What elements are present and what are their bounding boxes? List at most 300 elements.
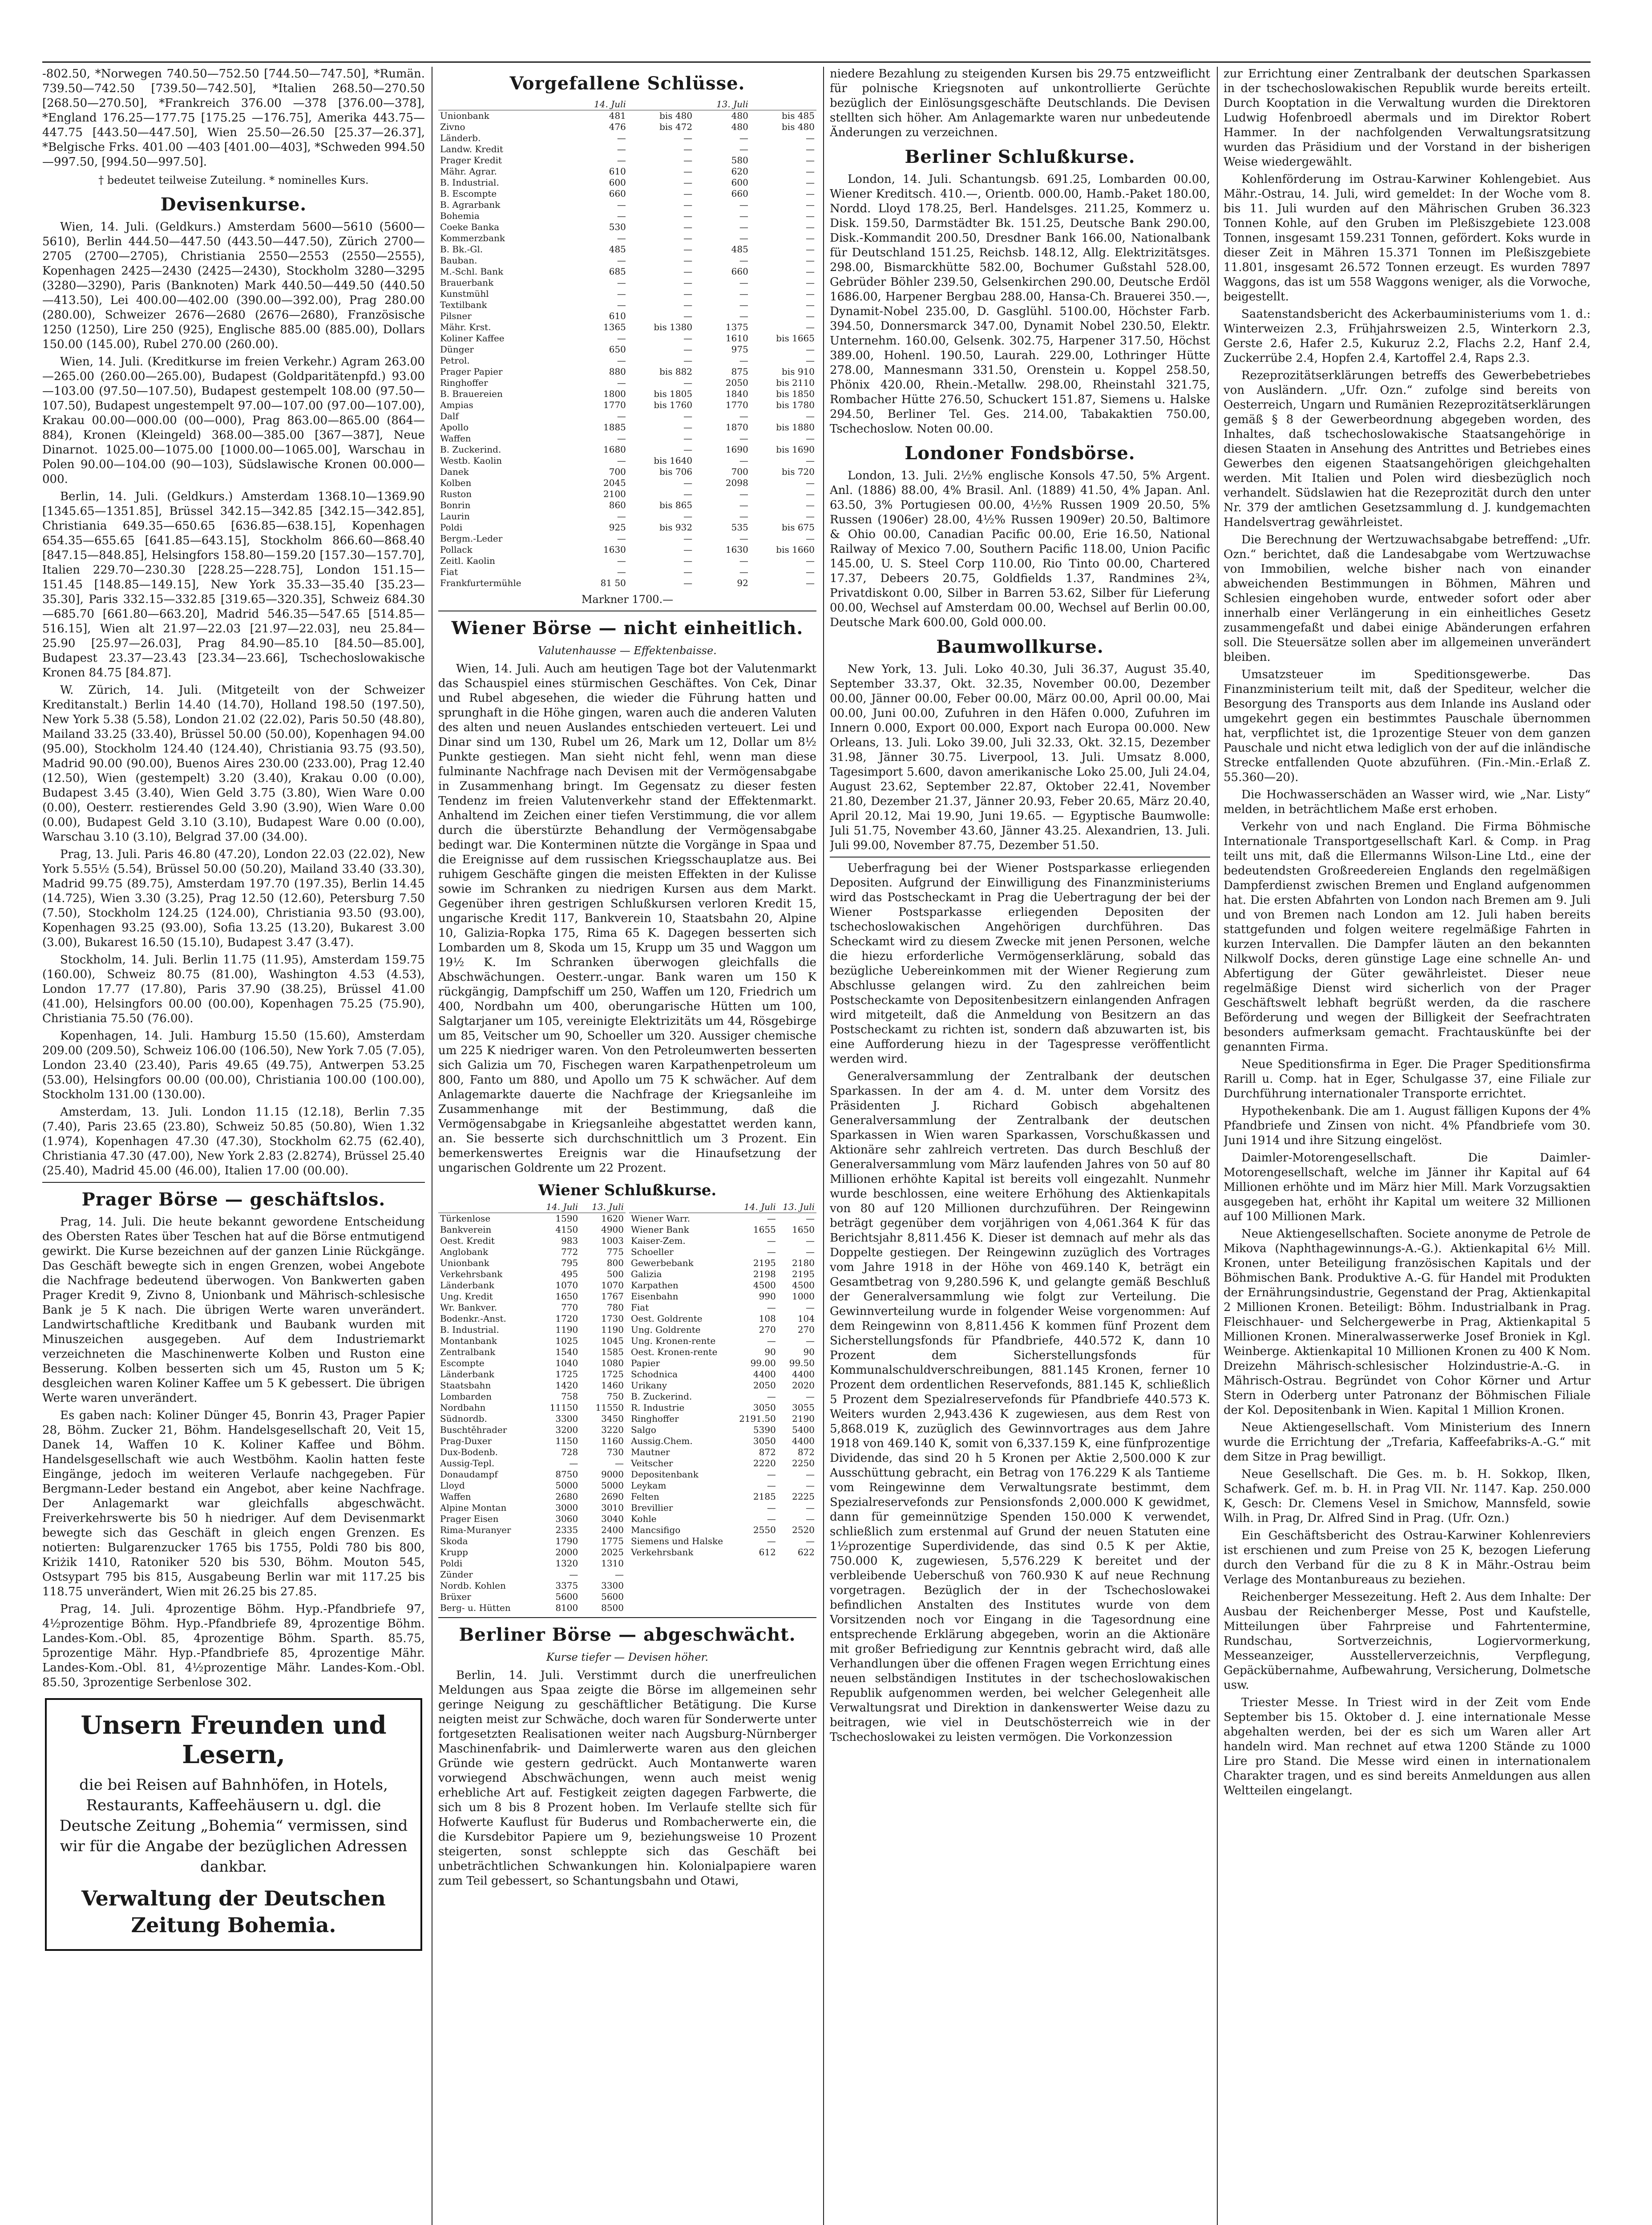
vorg-heading: Vorgefallene Schlüsse.: [509, 73, 745, 94]
prag-para-3: Prag, 14. Juli. 4prozentige Böhm. Hyp.-Pfandbriefe 97, 4½prozentige Böhm. Hyp.-Pfandbriefe 89, 4prozentige Böhm. Landes-Kom.-Obl. 85, 4prozentige Böhm. Sparth. 85.75, 5prozentige Mähr. Hyp.-Pfandbriefe 85, 4prozentige Mähr. Landes-Kom.-Obl. 81, 4½prozentige Mähr. Landes-Kom.-Obl. 85.50, 3prozentige Serbenlose 302.: [42, 1602, 425, 1689]
table-row: [629, 1502, 816, 1513]
security-name: Petrol.: [440, 355, 470, 366]
price-cell: 2100: [603, 489, 626, 499]
price-cell: —: [617, 210, 626, 221]
table-row: [438, 566, 816, 578]
price-cell: 1775: [601, 1536, 624, 1546]
security-name: Eisenbahn: [631, 1291, 679, 1302]
table-row: [438, 422, 816, 433]
price-cell: 612: [759, 1547, 776, 1558]
price-cell: —: [806, 155, 815, 166]
table-row: [438, 1213, 626, 1225]
security-name: Pollack: [440, 544, 473, 555]
price-cell: 860: [609, 500, 626, 510]
price-cell: —: [806, 344, 815, 355]
price-cell: —: [806, 277, 815, 288]
security-name: Schodnica: [631, 1369, 678, 1380]
berlin-subheading: Kurse tiefer — Devisen höher.: [546, 1651, 709, 1663]
price-cell: 2020: [792, 1380, 815, 1391]
table-row: [629, 1447, 816, 1458]
price-cell: 2220: [753, 1458, 776, 1468]
table-row: [629, 1469, 816, 1480]
price-cell: 2180: [792, 1258, 815, 1268]
schluss-left-h2: 13. Juli: [580, 1202, 626, 1213]
price-cell: 880: [609, 366, 626, 377]
price-cell: 3200: [555, 1424, 578, 1435]
table-row: [438, 1491, 626, 1502]
top-rule: [42, 61, 1591, 63]
table-row: [438, 155, 816, 166]
price-cell: bis 485: [782, 110, 815, 121]
table-row: [438, 1580, 626, 1591]
col4-para-12: Neue Aktiengesellschaften. Societe anonyme de Petrole de Mikova (Naphthagewinnungs-A.-G.). Aktienkapital 6½ Mill. Kronen, unter Beteiligung französischen Kapitals und der Böhmischen Bank. Produktive A.-G. für Handel mit Produkten der Ernährungsindustrie, Gegenstand der Prag, Aktienkapital 2 Millionen Kronen. Beteiligt: Böhm. Industrialbank in Prag. Fleischhauer- und Selchergewerbe in Prag, Aktienkapital 5 Millionen Kronen. Mineralwasserwerke Josef Broniek in Kgl. Weinberge. Aktienkapital 10 Millionen Kronen zu 400 K Nom. Dreizehn Mährisch-schlesischer Holzindustrie-A.-G. in Mährisch-Ostrau. Begründet von Cohor Körner und Artur Stern in Oderberg unter Patronanz der Böhmischen Filiale der Kol. Depositenbank in Wien. Kapital 1 Million Kronen.: [1224, 1227, 1591, 1417]
price-cell: —: [739, 355, 748, 366]
price-cell: —: [739, 455, 748, 466]
table-row: [629, 1324, 816, 1335]
price-cell: —: [806, 555, 815, 566]
col4-para-11: Daimler-Motorengesellschaft. Die Daimler-Motorengesellschaft, welche im Jänner ihr Kapital auf 64 Millionen erhöhte und im März hier Mill. Mark Vorzugsaktien ausgegeben hat, erhöht ihr Kapital um weitere 32 Millionen auf 100 Millionen Mark.: [1224, 1151, 1591, 1223]
price-cell: 500: [606, 1269, 624, 1279]
price-cell: 795: [561, 1258, 578, 1268]
price-cell: —: [739, 555, 748, 566]
price-cell: —: [806, 1213, 815, 1224]
vorg-col-3: 13. Juli: [694, 99, 750, 110]
table-row: [438, 377, 816, 388]
table-row: [438, 233, 816, 244]
price-cell: 872: [759, 1447, 776, 1457]
devisen-para-3: Berlin, 14. Juli. (Geldkurs.) Amsterdam 1368.10—1369.90 [1345.65—1351.85], Brüssel 342.15—342.85 [342.15—342.85], Christiania 649.35—650.65 [636.85—638.15], Kopenhagen 654.35—655.65 [641.85—643.15], Stockholm 866.60—868.40 [847.15—848.85], Helsingfors 158.80—159.20 [157.30—157.70], Italien 229.70—230.30 [228.25—228.75], London 151.15—151.45 [148.85—149.15], New York 35.33—35.40 [35.23—35.30], Paris 332.15—332.85 [319.65—320.35], Schweiz 684.30—685.70 [661.80—663.20], Madrid 546.35—547.65 [514.85—516.15], Wien alt 21.97—22.03 [21.97—22.03], neu 25.84—25.90 [25.97—26.03], Prag 84.90—85.10 [84.50—85.00], Budapest 23.37—23.43 [23.34—23.66], Tschechoslowakische Kronen 84.75 [84.87].: [42, 490, 425, 680]
price-cell: —: [806, 311, 815, 321]
price-cell: —: [806, 210, 815, 221]
price-cell: bis 932: [659, 522, 693, 533]
security-name: Koliner Kaffee: [440, 333, 505, 344]
security-name: Oest. Kronen-rente: [631, 1347, 718, 1357]
table-row: [438, 1525, 626, 1536]
security-name: Zentralbank: [440, 1347, 496, 1357]
table-row: [438, 1447, 626, 1458]
security-name: Südnordb.: [440, 1413, 487, 1424]
security-name: Escompte: [440, 1358, 485, 1368]
price-cell: 1870: [725, 422, 748, 433]
price-cell: 650: [609, 344, 626, 355]
baumwoll-text: New York, 13. Juli. Loko 40.30, Juli 36.37, August 35.40, September 33.37, Okt. 32.35, November 00.00, Dezember 00.00, Jänner 00.00, Feber 00.00, März 00.00, April 00.00, Mai 00.00, Juni 00.00, Zufuhren in den Häfen 0.000, Zufuhren im Innern 0.000, Export 00.000, Export nach Europa 00.000. New Orleans, 13. Juli. Loko 39.00, Juli 32.33, Okt. 32.15, Dezember 31.98, Jänner 30.75. Liverpool, 13. Juli. Umsatz 8.000, Tagesimport 5.600, davon amerikanische Loko 25.00, Juli 24.04, August 23.62, September 22.87, Oktober 22.41, November 21.80, Dezember 21.37, Jänner 20.93, Feber 20.65, März 20.40, April 20.12, Mai 19.90, Juni 19.65. — Egyptische Baumwolle: Juli 51.75, November 43.60, Jänner 43.25. Alexandrien, 13. Juli. Juli 99.00, November 87.75, Dezember 51.50.: [830, 663, 1210, 852]
table-row: [438, 277, 816, 288]
schluss-right-h2: 13. Juli: [778, 1202, 816, 1213]
security-name: Unionbank: [440, 110, 489, 121]
price-cell: bis 480: [782, 121, 815, 132]
price-cell: 1310: [601, 1558, 624, 1569]
table-row: [438, 1291, 626, 1302]
price-cell: 1630: [725, 544, 748, 555]
vorg-table: [438, 99, 816, 589]
price-cell: 660: [609, 188, 626, 199]
table-row: [438, 110, 816, 122]
notice-box: [45, 1698, 422, 1951]
price-cell: 485: [609, 244, 626, 255]
price-cell: —: [683, 255, 693, 266]
table-row: [438, 266, 816, 277]
price-cell: 1025: [555, 1335, 578, 1346]
table-row: [438, 1458, 626, 1469]
security-name: Coeke Banka: [440, 222, 500, 232]
price-cell: —: [806, 222, 815, 232]
table-row: [438, 466, 816, 477]
security-name: Fiat: [440, 566, 458, 577]
security-name: Mähr. Krst.: [440, 322, 491, 332]
prag-para-1: Prag, 14. Juli. Die heute bekannt gewordene Entscheidung des Obersten Rates über Teschen hat auf die Börse entmutigend gewirkt. Die Kurse bezeichnen auf der ganzen Linie Rückgänge. Das Geschäft bewegte sich in engen Grenzen, wobei Angebote die Nachfrage bedeutend überwogen. Von Bankwerten gaben Prager Kredit 9, Zivno 8, Unionbank und Mährisch-schlesische Bank je 5 K nach. Die übrigen Werte waren unverändert. Landwirtschaftliche Kreditbank und Baubank wurden mit Minuszeichen ausgegeben. Auf dem Industriemarkt verzeichneten die Maschinenwerte Kolben und Ruston eine Besserung. Kolben besserten sich um 45, Ruston um 5 K; desgleichen waren Koliner Kaffee um 5 K gebessert. Die übrigen Werte waren unverändert.: [42, 1215, 425, 1405]
price-cell: 3300: [555, 1413, 578, 1424]
price-cell: —: [615, 1569, 624, 1580]
price-cell: —: [739, 311, 748, 321]
price-cell: —: [767, 1391, 776, 1402]
price-cell: 3220: [601, 1424, 624, 1435]
security-name: Länderb.: [440, 133, 481, 143]
price-cell: —: [806, 1335, 815, 1346]
price-cell: 1585: [601, 1347, 624, 1357]
price-cell: bis 1665: [776, 333, 815, 344]
price-cell: —: [683, 233, 693, 243]
price-cell: —: [739, 233, 748, 243]
security-name: Prager Kredit: [440, 155, 502, 166]
price-cell: 4400: [792, 1436, 815, 1446]
price-cell: 1003: [601, 1235, 624, 1246]
price-cell: 622: [797, 1547, 815, 1558]
price-cell: 1630: [603, 544, 626, 555]
price-cell: 1040: [555, 1358, 578, 1368]
table-row: [629, 1402, 816, 1413]
price-cell: 780: [606, 1302, 624, 1313]
price-cell: —: [739, 133, 748, 143]
security-name: Donaudampf: [440, 1469, 498, 1480]
price-cell: 9000: [601, 1469, 624, 1480]
price-cell: 730: [606, 1447, 624, 1457]
price-cell: bis 720: [782, 466, 815, 477]
security-name: R. Industrie: [631, 1402, 685, 1413]
table-row: [438, 411, 816, 422]
price-cell: —: [739, 144, 748, 154]
column-2: [438, 67, 816, 2225]
security-name: Bauban.: [440, 255, 477, 266]
price-cell: —: [683, 433, 693, 444]
price-cell: —: [617, 355, 626, 366]
price-cell: 5600: [601, 1591, 624, 1602]
table-row: [629, 1335, 816, 1347]
price-cell: —: [739, 533, 748, 544]
price-cell: 2000: [555, 1547, 578, 1558]
price-cell: 1725: [555, 1369, 578, 1380]
price-cell: —: [683, 422, 693, 433]
wien-subheading: Valutenhausse — Effektenbaisse.: [538, 644, 717, 657]
price-cell: —: [739, 489, 748, 499]
price-cell: 485: [731, 244, 748, 255]
schluss-right-body: [629, 1213, 816, 1558]
price-cell: 700: [731, 466, 748, 477]
price-cell: 800: [606, 1258, 624, 1268]
column-3: [830, 67, 1210, 2225]
price-cell: —: [806, 288, 815, 299]
price-cell: —: [767, 1213, 776, 1224]
price-cell: 2335: [555, 1525, 578, 1535]
table-row: [438, 555, 816, 566]
price-cell: 270: [797, 1324, 815, 1335]
price-cell: 481: [609, 110, 626, 121]
price-cell: —: [767, 1302, 776, 1313]
price-cell: 975: [731, 344, 748, 355]
price-cell: —: [739, 566, 748, 577]
price-cell: 2690: [601, 1491, 624, 1502]
price-cell: bis 1805: [654, 388, 693, 399]
table-row: [438, 455, 816, 466]
security-name: Bergm.-Leder: [440, 533, 503, 544]
price-cell: —: [806, 500, 815, 510]
price-cell: —: [683, 133, 693, 143]
price-cell: 3010: [601, 1502, 624, 1513]
price-cell: bis 1880: [776, 422, 815, 433]
table-row: [438, 1591, 626, 1602]
price-cell: —: [806, 1235, 815, 1246]
price-cell: 3050: [753, 1436, 776, 1446]
security-name: Wiener Warr.: [631, 1213, 691, 1224]
price-cell: —: [739, 511, 748, 522]
table-row: [629, 1480, 816, 1491]
column-1: [42, 67, 425, 2225]
price-cell: 2198: [753, 1269, 776, 1279]
london-text: London, 13. Juli. 2½% englische Konsols 47.50, 5% Argent. Anl. (1886) 88.00, 4% Brasil. Anl. (1889) 41.50, 4% Japan. Anl. 63.50, 3% Portugiesen 00.00, 4½% Russen 1909 20.50, 5% Russen (1906er) 28.00, 4½% Russen 1909er) 20.50, Baltimore & Ohio 00.00, Canadian Pacific 00.00, Erie 16.50, National Railway of Mexico 7.00, Southern Pacific 118.00, Union Pacific 145.00, U. S. Steel Corp 110.00, Rio Tinto 00.00, Chartered 17.37, Debeers 20.75, Goldfields 1.37, Randmines 2¾, Privatdiskont 0.00, Silber in Barren 53.62, Silber für Lieferung 00.00, Wechsel auf Amsterdam 00.00, Wechsel auf Berlin 00.00, Deutsche Mark 600.00, Gold 000.00.: [830, 469, 1210, 629]
security-name: Gewerbebank: [631, 1258, 694, 1268]
price-cell: 2050: [753, 1380, 776, 1391]
security-name: Textilbank: [440, 299, 487, 310]
table-row: [438, 1246, 626, 1258]
security-name: Ampias: [440, 400, 473, 410]
price-cell: bis 1690: [776, 444, 815, 455]
price-cell: 750: [606, 1391, 624, 1402]
table-row: [438, 210, 816, 222]
price-cell: —: [806, 1469, 815, 1480]
price-cell: 983: [561, 1235, 578, 1246]
prag-heading: Prager Börse — geschäftslos.: [81, 1189, 386, 1210]
table-row: [629, 1246, 816, 1258]
price-cell: 1365: [603, 322, 626, 332]
price-cell: —: [806, 566, 815, 577]
price-cell: —: [617, 233, 626, 243]
price-cell: 1190: [555, 1324, 578, 1335]
table-row: [629, 1491, 816, 1502]
notice-title: Unsern Freunden und Lesern,: [81, 1711, 387, 1769]
price-cell: —: [767, 1235, 776, 1246]
price-cell: —: [806, 133, 815, 143]
price-cell: —: [617, 333, 626, 344]
devisen-para-7: Kopenhagen, 14. Juli. Hamburg 15.50 (15.60), Amsterdam 209.00 (209.50), Schweiz 106.00 (106.50), New York 7.05 (7.05), London 23.40 (23.40), Paris 49.65 (49.75), Antwerpen 53.25 (53.00), Helsingfors 00.00 (00.00), Christiania 100.00 (100.00), Stockholm 131.00 (130.00).: [42, 1029, 425, 1101]
wien-heading: Wiener Börse — nicht einheitlich.: [451, 618, 804, 639]
price-cell: 1460: [601, 1380, 624, 1391]
security-name: Brevillier: [631, 1502, 673, 1513]
table-row: [438, 299, 816, 311]
price-cell: 5000: [601, 1480, 624, 1491]
price-cell: 4500: [753, 1280, 776, 1290]
price-cell: 495: [561, 1269, 578, 1279]
schluss-table-right: [629, 1202, 816, 1558]
security-name: Brüxer: [440, 1591, 471, 1602]
price-cell: —: [683, 177, 693, 188]
price-cell: 1540: [555, 1347, 578, 1357]
col4-para-9: Neue Speditionsfirma in Eger. Die Prager Speditionsfirma Rarill u. Comp. hat in Eger, Schulgasse 37, eine Filiale zur Durchführung internationaler Transporte errichtet.: [1224, 1058, 1591, 1100]
security-name: Wr. Bankver.: [440, 1302, 497, 1313]
price-cell: 772: [561, 1246, 578, 1257]
security-name: Länderbank: [440, 1280, 495, 1290]
security-name: Prager Eisen: [440, 1513, 499, 1524]
price-cell: 2550: [753, 1525, 776, 1535]
column-rule: [823, 67, 824, 2225]
price-cell: 2190: [792, 1413, 815, 1424]
security-name: B. Zuckerind.: [440, 444, 501, 455]
security-name: Oest. Goldrente: [631, 1313, 703, 1324]
table-row: [629, 1291, 816, 1302]
table-row: [438, 121, 816, 133]
divider: [830, 857, 1210, 858]
security-name: Bankverein: [440, 1224, 492, 1235]
security-name: Poldi: [440, 1558, 463, 1569]
table-row: [629, 1380, 816, 1391]
price-cell: —: [806, 1302, 815, 1313]
prag-para-2: Es gaben nach: Koliner Dünger 45, Bonrin 43, Prager Papier 28, Böhm. Zucker 21, Böhm. Handelsgesellschaft 20, Veit 15, Danek 14, Waffen 10 K. Koliner Kaffee und Böhm. Handelsgesellschaft wie auch Westböhm. Kaolin hatten feste Eingänge, jedoch im weiteren Verlaufe nachgegeben. Für Bergmann-Leder bestand ein Angebot, aber keine Nachfrage. Der Anlagemarkt war gleichfalls abgeschwächt. Freiverkehrswerte bis 50 h niedriger. Auf dem Devisenmarkt bewegte sich das Geschäft in gleich engen Grenzen. Es notierten: Bulgarenzucker 1765 bis 1755, Poldi 780 bis 800, Kriżik 1410, Ratoniker 520 bis 530, Böhm. Mouton 545, Ostsypart 795 bis 815, Ausgabeung Berlin war mit 117.25 bis 118.75 unverändert, Wien mit 26.25 bis 27.85.: [42, 1409, 425, 1598]
security-name: Siemens und Halske: [631, 1536, 723, 1546]
table-row: [438, 1480, 626, 1491]
security-name: Felten: [631, 1491, 659, 1502]
price-cell: —: [617, 288, 626, 299]
price-cell: 2195: [792, 1269, 815, 1279]
schluss-right-h0: [629, 1202, 734, 1213]
devisen-heading: Devisenkurse.: [160, 194, 307, 215]
table-row: [629, 1547, 816, 1558]
price-cell: —: [806, 1246, 815, 1257]
wien-para-1: Wien, 14. Juli. Auch am heutigen Tage bot der Valutenmarkt das Schauspiel eines stürmischen Geschäftes. Von Cek, Dinar und Rubel abgesehen, die wieder die Führung hatten und sprunghaft in die Höhe gingen, waren auch die anderen Valuten des alten und neuen Auslandes entschieden verteuert. Lei und Dinar sind um 130, Rubel um 26, Mark um 12, Dollar um 8½ Punkte gestiegen. Man sieht nicht fehl, wenn man diese fulminante Nachfrage nach Devisen mit der Vermögensabgabe in Zusammenhang bringt. Im Gegensatz zu dieser festen Tendenz im freien Valutenverkehr stand der Effektenmarkt. Anhaltend im Zeichen einer tiefen Verstimmung, die vor allem durch die überstürzte Behandlung der Vermögensabgabe bedingt war. Die Konterminen nützte die Vorgänge in Spaa und die Ereignisse auf dem russischen Kriegsschauplatze aus. Bei ruhigem Geschäfte gingen die meisten Effekten in der Kulisse sowie im Schranken zu niedrigen Kursen aus dem Markt. Gegenüber ihren gestrigen Schlußkursen verloren Kredit 15, ungarische Kredit 117, Bankverein 10, Staatsbahn 20, Alpine 10, Galizia-Ropka 175, Rima 65 K. Dagegen besserten sich Lombarden um 8, Skoda um 15, Krupp um 35 und Waggon um 19½ K. Im Schranken überwogen gleichfalls die Abschwächungen. Oesterr.-ungar. Bank waren um 150 K rückgängig, Dampfschiff um 250, Waffen um 120, Friedrich um 400, Nordbahn um 400, oberungarische Hütten um 100, Salgtarjaner um 105, vereinigte Elektrizitäts um 44, Rösgebirge um 85, Veitscher um 90, Schoeller um 320. Aussiger chemische um 225 K niedriger waren. Von den Petroleumwerten besserten sich Galizia um 70, Fischegen waren Karpathenpetroleum um 800, Fanto um 880, und Apollo um 75 K schwächer. Auf dem Anlagemarkte dauerte die Nachfrage der Kriegsanleihe im Zusammenhange mit der Bestimmung, daß die Vermögensabgabe in Kriegsanleihe abgestattet werden kann, an. Sie besserte sich durchschnittlich um 3 Prozent. Ein bemerkenswertes Ereignis war die Hinaufsetzung der ungarischen Goldrente um 22 Prozent.: [438, 662, 816, 1175]
schluss-left-body: [438, 1213, 626, 1614]
security-name: Ung. Goldrente: [631, 1324, 701, 1335]
price-cell: 1045: [601, 1335, 624, 1346]
price-cell: 8750: [555, 1469, 578, 1480]
table-row: [629, 1358, 816, 1369]
price-cell: —: [739, 255, 748, 266]
security-name: Fiat: [631, 1302, 649, 1313]
table-row: [438, 355, 816, 366]
table-row: [438, 255, 816, 266]
table-row: [438, 244, 816, 255]
price-cell: 1720: [555, 1313, 578, 1324]
price-cell: —: [683, 188, 693, 199]
price-cell: —: [806, 166, 815, 177]
price-cell: 580: [731, 155, 748, 166]
price-cell: 685: [609, 266, 626, 277]
security-name: Danek: [440, 466, 469, 477]
security-name: Kommerzbank: [440, 233, 505, 243]
price-cell: —: [806, 1480, 815, 1491]
price-cell: bis 2110: [776, 377, 815, 388]
security-name: B. Zuckerind.: [631, 1391, 692, 1402]
price-cell: —: [767, 1335, 776, 1346]
security-name: Ung. Kredit: [440, 1291, 493, 1302]
security-name: Buschtěhrader: [440, 1424, 507, 1435]
schluss-right-h1: 14. Juli: [734, 1202, 778, 1213]
security-name: Kohle: [631, 1513, 657, 1524]
price-cell: 108: [759, 1313, 776, 1324]
table-row: [438, 1335, 626, 1347]
price-cell: —: [806, 1536, 815, 1546]
table-row: [629, 1436, 816, 1447]
table-row: [438, 1358, 626, 1369]
price-cell: —: [617, 566, 626, 577]
price-cell: bis 1660: [776, 544, 815, 555]
security-name: Papier: [631, 1358, 660, 1368]
security-name: Dux-Bodenb.: [440, 1447, 498, 1457]
price-cell: 2195: [753, 1258, 776, 1268]
security-name: Salgo: [631, 1424, 656, 1435]
table-row: [629, 1369, 816, 1380]
berlin-schluss-heading: Berliner Schlußkurse.: [905, 146, 1135, 167]
table-row: [438, 188, 816, 199]
devisen-para-2: Wien, 14. Juli. (Kreditkurse im freien Verkehr.) Agram 263.00—265.00 (260.00—265.00), Budapest (Goldparitätenpfd.) 93.00—103.00 (97.50—107.50), Budapest gestempelt 108.00 (97.50—107.50), Budapest ungestempelt 97.00—107.00 (97.00—107.00), Krakau 00.00—000.00 (00—000), Prag 863.00—865.00 (864—884), Kronen (Kleingeld) 368.00—385.00 [367—387], Neue Dinarnot. 1025.00—1075.00 [1000.00—1065.00], Warschau in Polen 90.00—104.00 (90—103), Südslawische Kronen 00.000—000.: [42, 355, 425, 486]
price-cell: 1885: [603, 422, 626, 433]
price-cell: —: [569, 1458, 578, 1468]
price-cell: 5390: [753, 1424, 776, 1435]
price-cell: —: [806, 1513, 815, 1524]
price-cell: —: [683, 411, 693, 421]
table-row: [438, 333, 816, 344]
price-cell: —: [806, 355, 815, 366]
price-cell: —: [683, 166, 693, 177]
price-cell: 11550: [595, 1402, 624, 1413]
table-row: [629, 1224, 816, 1235]
price-cell: 1680: [603, 444, 626, 455]
price-cell: —: [739, 199, 748, 210]
price-cell: 758: [561, 1391, 578, 1402]
price-cell: —: [767, 1536, 776, 1546]
price-cell: —: [806, 322, 815, 332]
price-cell: —: [617, 533, 626, 544]
price-cell: —: [806, 511, 815, 522]
price-cell: 1375: [725, 322, 748, 332]
table-row: [438, 1280, 626, 1291]
price-cell: —: [683, 344, 693, 355]
price-cell: 728: [561, 1447, 578, 1457]
security-name: Laurin: [440, 511, 470, 522]
price-cell: 2225: [792, 1491, 815, 1502]
table-row: [438, 1547, 626, 1558]
security-name: Nordb. Kohlen: [440, 1580, 506, 1591]
price-cell: 4900: [601, 1224, 624, 1235]
table-row: [438, 578, 816, 589]
price-cell: —: [683, 266, 693, 277]
price-cell: 1000: [792, 1291, 815, 1302]
price-cell: 1767: [601, 1291, 624, 1302]
table-row: [629, 1391, 816, 1402]
currency-intro: -802.50, *Norwegen 740.50—752.50 [744.50—747.50], *Rumän. 739.50—742.50 [739.50—742.50], *Italien 268.50—270.50 [268.50—270.50], *Frankreich 376.00 —378 [376.00—378], *England 176.25—177.75 [175.25 —176.75], Amerika 443.75—447.75 [443.50—447.50], Wien 25.50—26.50 [25.37—26.37], *Belgische Frks. 401.00 —403 [401.00—403], *Schweden 994.50—997.50, [994.50—997.50].: [42, 67, 425, 169]
price-cell: 1840: [725, 388, 748, 399]
price-cell: —: [739, 500, 748, 510]
newspaper-page: [42, 67, 1591, 2225]
col4-para-5: Die Berechnung der Wertzuwachsabgabe betreffend: „Ufr. Ozn.“ berichtet, daß die Landesabgabe vom Wertzuwachse von Immobilien, welche bisher nach von einander abweichenden Bestimmungen in Böhmen, Mähren und Schlesien eingehoben wurde, entweder sofort oder aber innerhalb einer Verlängerung in ein einheitliches Gesetz zusammengefaßt und dabei einige Abänderungen erfahren soll. Die Steuersätze sollen aber im allgemeinen unverändert bleiben.: [1224, 533, 1591, 664]
price-cell: —: [806, 199, 815, 210]
price-cell: 2680: [555, 1491, 578, 1502]
table-row: [629, 1258, 816, 1269]
price-cell: —: [806, 144, 815, 154]
price-cell: 700: [609, 466, 626, 477]
security-name: Bodenkr.-Anst.: [440, 1313, 506, 1324]
price-cell: —: [806, 433, 815, 444]
price-cell: 600: [609, 177, 626, 188]
security-name: B. Agrarbank: [440, 199, 501, 210]
price-cell: 2045: [603, 477, 626, 488]
london-heading: Londoner Fondsbörse.: [905, 443, 1135, 464]
